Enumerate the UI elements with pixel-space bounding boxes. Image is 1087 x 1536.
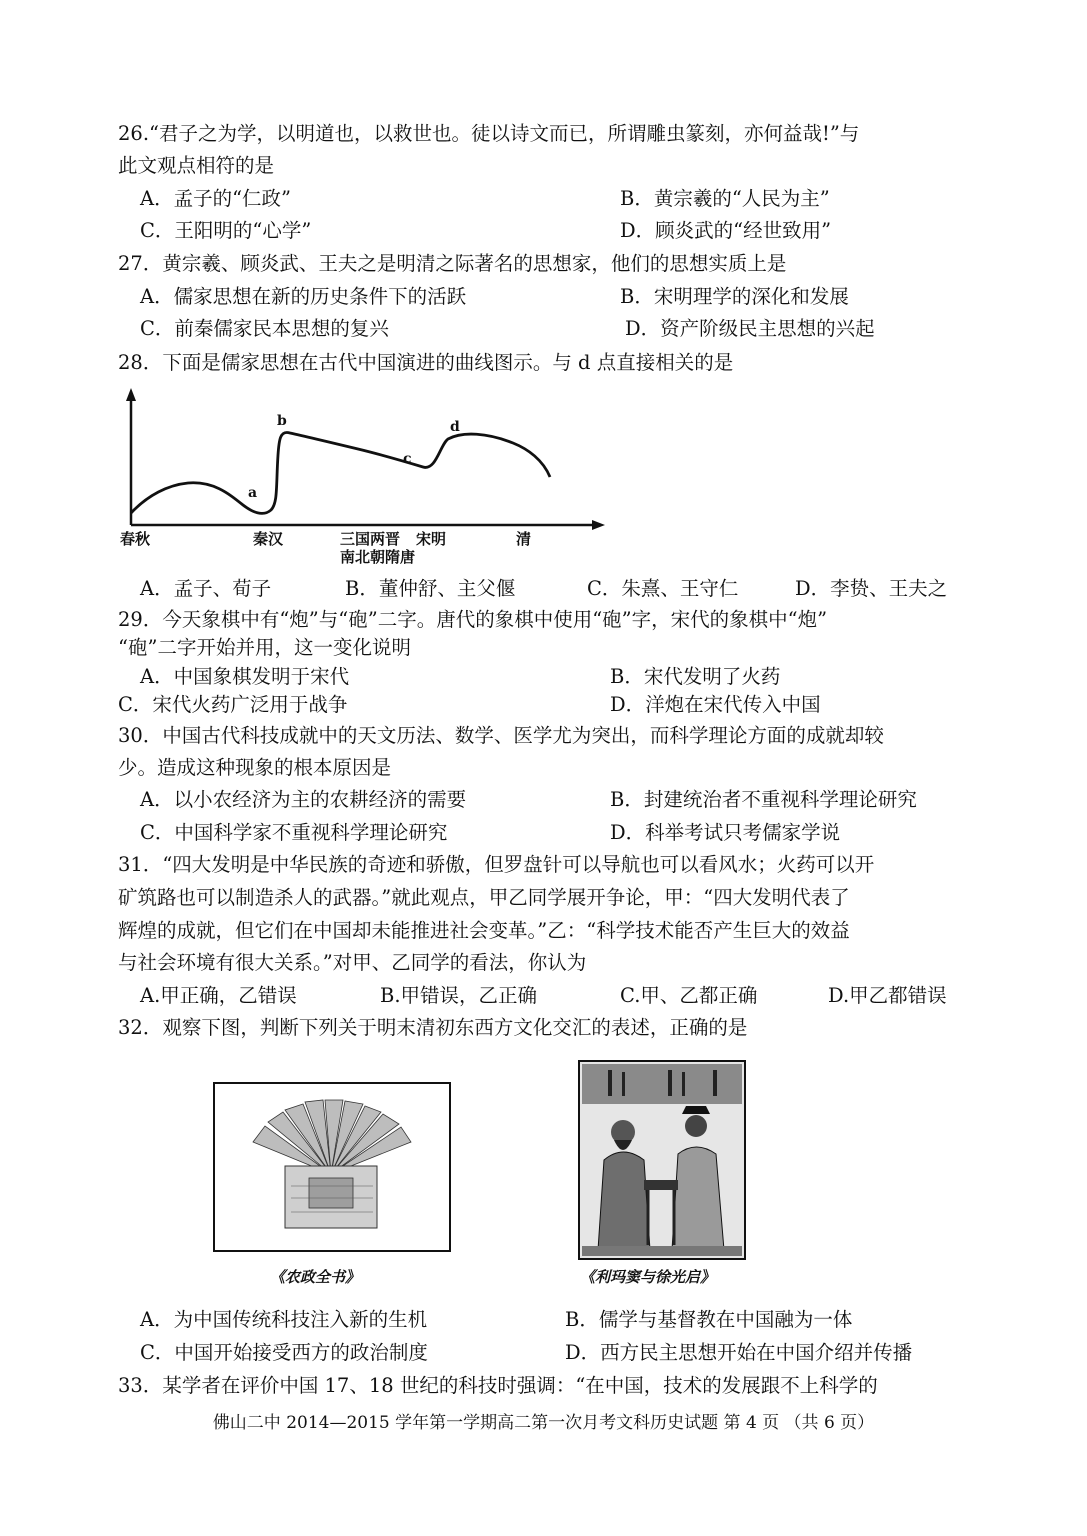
y-axis-arrow	[126, 388, 136, 401]
point-label-c: c	[403, 451, 412, 467]
caption-ricci-xu: 《利玛窦与徐光启》	[580, 1268, 716, 1286]
x-label-songming: 宋明	[416, 530, 447, 548]
x-label-sanguo: 三国两晋	[340, 530, 401, 548]
x-label-chunqiu: 春秋	[120, 530, 151, 548]
q27-option-d: D．资产阶级民主思想的兴起	[625, 317, 875, 340]
q31-option-d: D.甲乙都错误	[828, 984, 947, 1007]
q26-option-c: C．王阳明的“心学”	[140, 219, 312, 242]
x-label-nanbeichao: 南北朝隋唐	[340, 548, 416, 566]
q29-option-a: A．中国象棋发明于宋代	[140, 665, 350, 688]
q29-option-c: C．宋代火药广泛用于战争	[118, 693, 348, 716]
q30-option-a: A．以小农经济为主的农耕经济的需要	[140, 788, 467, 811]
q27-option-a: A．儒家思想在新的历史条件下的活跃	[140, 285, 467, 308]
q32-option-b: B．儒学与基督教在中国融为一体	[565, 1308, 853, 1331]
q31-stem-line2: 矿筑路也可以制造杀人的武器。”就此观点，甲乙同学展开争论，甲：“四大发明代表了	[118, 886, 850, 909]
q32-option-d: D．西方民主思想开始在中国介绍并传播	[565, 1341, 913, 1364]
q29-option-b: B．宋代发明了火药	[610, 665, 781, 688]
q28-option-d: D．李贽、王夫之	[795, 577, 948, 600]
q29-stem-line2: “砲”二字开始并用，这一变化说明	[118, 636, 411, 659]
q26-option-d: D．顾炎武的“经世致用”	[620, 219, 832, 242]
q30-option-c: C．中国科学家不重视科学理论研究	[140, 821, 448, 844]
x-label-qing: 清	[516, 530, 532, 548]
caption-nongzheng-quanshu: 《农政全书》	[270, 1268, 361, 1286]
q28-option-a: A．孟子、荀子	[140, 577, 272, 600]
q31-option-b: B.甲错误，乙正确	[380, 984, 538, 1007]
q31-stem-line4: 与社会环境有很大关系。”对甲、乙同学的看法，你认为	[118, 951, 587, 974]
q31-option-c: C.甲、乙都正确	[620, 984, 758, 1007]
q28-option-c: C．朱熹、王守仁	[587, 577, 739, 600]
q28-stem: 28．下面是儒家思想在古代中国演进的曲线图示。与 d 点直接相关的是	[118, 351, 734, 374]
q31-stem-line1: 31．“四大发明是中华民族的奇迹和骄傲，但罗盘针可以导航也可以看风水；火药可以开	[118, 853, 875, 876]
q30-stem-line2: 少。造成这种现象的根本原因是	[118, 756, 392, 779]
q27-option-b: B．宋明理学的深化和发展	[620, 285, 849, 308]
x-label-qinhan: 秦汉	[253, 530, 284, 548]
x-axis-arrow	[592, 520, 605, 530]
page-footer: 佛山二中 2014—2015 学年第一学期高二第一次月考文科历史试题 第 4 页 （共 6 页）	[212, 1413, 875, 1433]
nongzheng-quanshu-image	[213, 1082, 451, 1252]
q28-option-b: B．董仲舒、主父偃	[345, 577, 516, 600]
q26-stem-line1: 26.“君子之为学，以明道也，以救世也。徒以诗文而已，所谓雕虫篆刻，亦何益哉!”与	[118, 122, 860, 145]
q31-option-a: A.甲正确，乙错误	[140, 984, 297, 1007]
q33-stem: 33．某学者在评价中国 17、18 世纪的科技时强调：“在中国，技术的发展跟不上科学的	[118, 1374, 878, 1397]
point-label-b: b	[277, 413, 287, 429]
q27-option-c: C．前秦儒家民本思想的复兴	[140, 317, 389, 340]
confucianism-curve-figure	[118, 385, 608, 567]
q30-stem-line1: 30．中国古代科技成就中的天文历法、数学、医学尤为突出，而科学理论方面的成就却较	[118, 724, 884, 747]
q31-stem-line3: 辉煌的成就，但它们在中国却未能推进社会变革。”乙：“科学技术能否产生巨大的效益	[118, 919, 850, 942]
point-label-d: d	[450, 419, 460, 435]
point-label-a: a	[248, 485, 258, 501]
q30-option-b: B．封建统治者不重视科学理论研究	[610, 788, 917, 811]
matteo-ricci-xu-guangqi-image	[578, 1060, 746, 1260]
q32-stem: 32．观察下图，判断下列关于明末清初东西方文化交汇的表述，正确的是	[118, 1016, 748, 1039]
q29-option-d: D．洋炮在宋代传入中国	[610, 693, 821, 716]
q32-option-a: A．为中国传统科技注入新的生机	[140, 1308, 428, 1331]
q26-option-a: A．孟子的“仁政”	[140, 187, 292, 210]
q27-stem: 27．黄宗羲、顾炎武、王夫之是明清之际著名的思想家，他们的思想实质上是	[118, 252, 787, 275]
q29-stem-line1: 29．今天象棋中有“炮”与“砲”二字。唐代的象棋中使用“砲”字，宋代的象棋中“炮”	[118, 608, 828, 631]
q26-option-b: B．黄宗羲的“人民为主”	[620, 187, 830, 210]
q26-stem-line2: 此文观点相符的是	[118, 154, 275, 177]
q32-option-c: C．中国开始接受西方的政治制度	[140, 1341, 428, 1364]
evolution-curve	[131, 432, 550, 513]
q30-option-d: D．科举考试只考儒家学说	[610, 821, 841, 844]
